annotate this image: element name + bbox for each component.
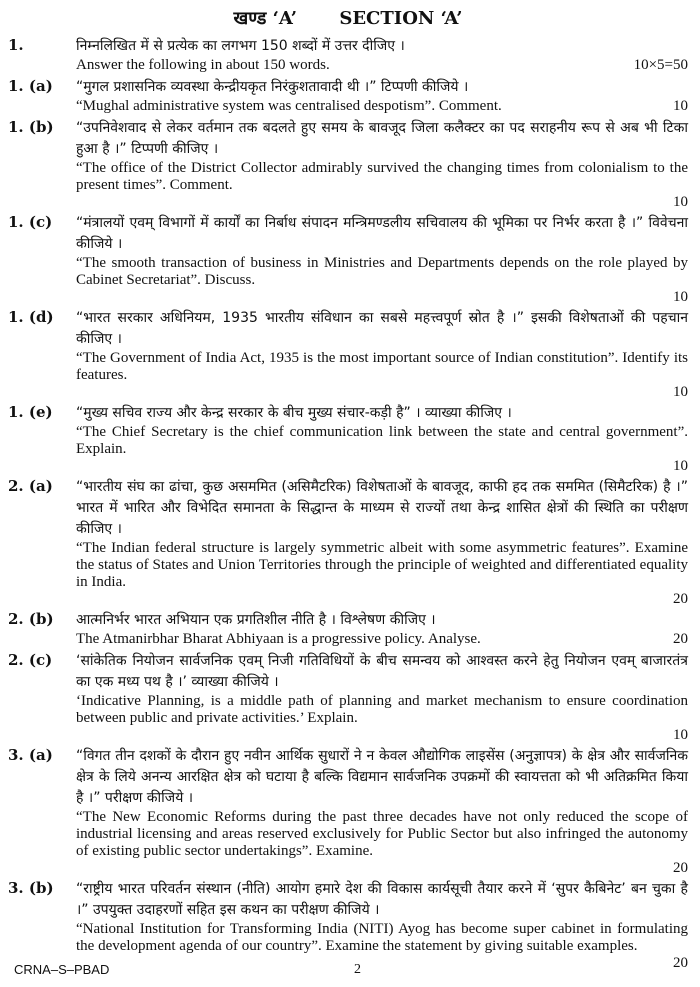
page-number: 2 xyxy=(354,962,361,977)
question-1b xyxy=(8,118,688,210)
question-text-english: 10×5=50 Answer the following in about 150 words. xyxy=(76,57,688,73)
paper-code: CRNA–S–PBAD xyxy=(14,962,110,977)
question-number: 2. (c) xyxy=(8,651,53,669)
question-text-english: “The New Economic Reforms during the past three decades have not only reduced the scope of industrial licensing and areas reserved exclusively for Public Sector but also infringed the autonomy of existing public sector undertakings”. Examine. xyxy=(76,809,688,859)
question-text-hindi: “भारत सरकार अधिनियम, 1935 भारतीय संविधान का सबसे महत्त्वपूर्ण स्रोत है ।” इसकी विशेषताओं की पहचान कीजिए । xyxy=(76,310,688,347)
question-text-english: “The Government of India Act, 1935 is the most important source of Indian constitution”. Identify its features. xyxy=(76,350,688,383)
question-text-english: 10 “Mughal administrative system was centralised despotism”. Comment. xyxy=(76,98,688,114)
question-1e xyxy=(8,403,688,474)
question-number: 3. (a) xyxy=(8,746,53,764)
question-text-hindi: “मंत्रालयों एवम् विभागों में कार्यों का निर्बाध संपादन मन्त्रिमण्डलीय सचिवालय की भूमिका पर निर्भर करता है ।” विवेचना कीजिये । xyxy=(76,215,688,252)
question-text-hindi: “राष्ट्रीय भारत परिवर्तन संस्थान (नीति) आयोग हमारे देश की विकास कार्यसूची तैयार करने में ‘सुपर कैबिनेट’ बन चुका है ।” उपयुक्त उदाहरणों सहित इस कथन का परीक्षण कीजिये । xyxy=(76,881,688,918)
section-heading xyxy=(8,6,688,32)
question-text-hindi: ‘सांकेतिक नियोजन सार्वजनिक एवम् निजी गतिविधियों के बीच समन्वय को आश्वस्त करने हेतु नियोजन एवम् बाजारतंत्र का एक मध्य पथ है ।’ व्याख्या कीजिये । xyxy=(76,653,688,690)
question-number: 1. xyxy=(8,36,24,54)
question-2b xyxy=(8,610,688,648)
question-marks: 10 xyxy=(673,194,688,210)
question-2c xyxy=(8,651,688,743)
question-text-hindi: निम्नलिखित में से प्रत्येक का लगभग 150 शब्दों में उत्तर दीजिए । xyxy=(76,38,405,54)
question-2a xyxy=(8,477,688,607)
question-marks: 20 xyxy=(673,591,688,607)
question-text-hindi: “उपनिवेशवाद से लेकर वर्तमान तक बदलते हुए समय के बावजूद जिला कलैक्टर का पद सराहनीय रूप से अब भी टिका हुआ है ।” टिप्पणी कीजिए । xyxy=(76,120,688,157)
question-text-english: “The Chief Secretary is the chief communication link between the state and central government”. Explain. xyxy=(76,424,688,457)
question-marks: 20 xyxy=(673,955,688,971)
question-marks: 10 xyxy=(673,289,688,305)
question-1d xyxy=(8,308,688,400)
question-text-english: “National Institution for Transforming India (NITI) Ayog has become super cabinet in formulating the development agenda of our country”. Examine the statement by giving suitable examples. xyxy=(76,921,688,954)
question-marks: 10 xyxy=(673,384,688,400)
question-text-english: “The Indian federal structure is largely symmetric albeit with some asymmetric features”. Examine the status of States and Union Territories through the principle of weighted and differentiated equality in India. xyxy=(76,540,688,590)
question-text-english: 20 The Atmanirbhar Bharat Abhiyaan is a progressive policy. Analyse. xyxy=(76,631,688,647)
question-number: 1. (a) xyxy=(8,77,53,95)
question-text-hindi: “मुख्य सचिव राज्य और केन्द्र सरकार के बीच मुख्य संचार-कड़ी है” । व्याख्या कीजिए । xyxy=(76,405,512,421)
question-3b xyxy=(8,879,688,971)
question-text-hindi: “भारतीय संघ का ढांचा, कुछ असममित (असिमैटरिक) विशेषताओं के बावजूद, काफी हद तक सममित (सिमैटरिक) है ।” भारत में भारित और विभेदित समानता के सिद्धान्त के माध्यम से राज्यों तथा केन्द्र शासित क्षेत्रों की स्थिति का परीक्षण कीजिए । xyxy=(76,479,688,537)
question-number: 1. (e) xyxy=(8,403,53,421)
question-text-hindi: “मुगल प्रशासनिक व्यवस्था केन्द्रीयकृत निरंकुशतावादी थी ।” टिप्पणी कीजिये । xyxy=(76,79,469,95)
question-marks: 10×5=50 xyxy=(633,57,688,73)
question-1 xyxy=(8,36,688,74)
question-marks: 20 xyxy=(673,631,688,647)
question-number: 3. (b) xyxy=(8,879,54,897)
section-heading-hindi: खण्ड ‘A’ xyxy=(233,8,298,29)
question-marks: 20 xyxy=(673,860,688,876)
section-heading-english: SECTION ‘A’ xyxy=(339,8,463,29)
question-1c xyxy=(8,213,688,305)
question-number: 1. (c) xyxy=(8,213,53,231)
question-3a xyxy=(8,746,688,876)
question-marks: 10 xyxy=(673,98,688,114)
question-text-english: “The office of the District Collector admirably survived the changing times from colonialism to the present times”. Comment. xyxy=(76,160,688,193)
question-number: 2. (b) xyxy=(8,610,54,628)
question-marks: 10 xyxy=(673,727,688,743)
question-number: 1. (b) xyxy=(8,118,54,136)
question-number: 1. (d) xyxy=(8,308,54,326)
question-text-english: “The smooth transaction of business in Ministries and Departments depends on the role played by Cabinet Secretariat”. Discuss. xyxy=(76,255,688,288)
question-text-english: ‘Indicative Planning, is a middle path of planning and market mechanism to ensure coordination between public and private activities.’ Explain. xyxy=(76,693,688,726)
question-number: 2. (a) xyxy=(8,477,53,495)
question-1a xyxy=(8,77,688,115)
question-marks: 10 xyxy=(673,458,688,474)
question-text-hindi: “विगत तीन दशकों के दौरान हुए नवीन आर्थिक सुधारों ने न केवल औद्योगिक लाइसेंस (अनुज्ञापत्र) के क्षेत्र और सार्वजनिक क्षेत्र के लिये अनन्य आरक्षित क्षेत्र को घटाया है बल्कि विद्यमान सार्वजनिक उपक्रमों की स्वायत्तता को भी अतिक्रमित किया है ।” परीक्षण कीजिये । xyxy=(76,748,688,806)
question-text-hindi: आत्मनिर्भर भारत अभियान एक प्रगतिशील नीति है । विश्लेषण कीजिए । xyxy=(76,612,436,628)
